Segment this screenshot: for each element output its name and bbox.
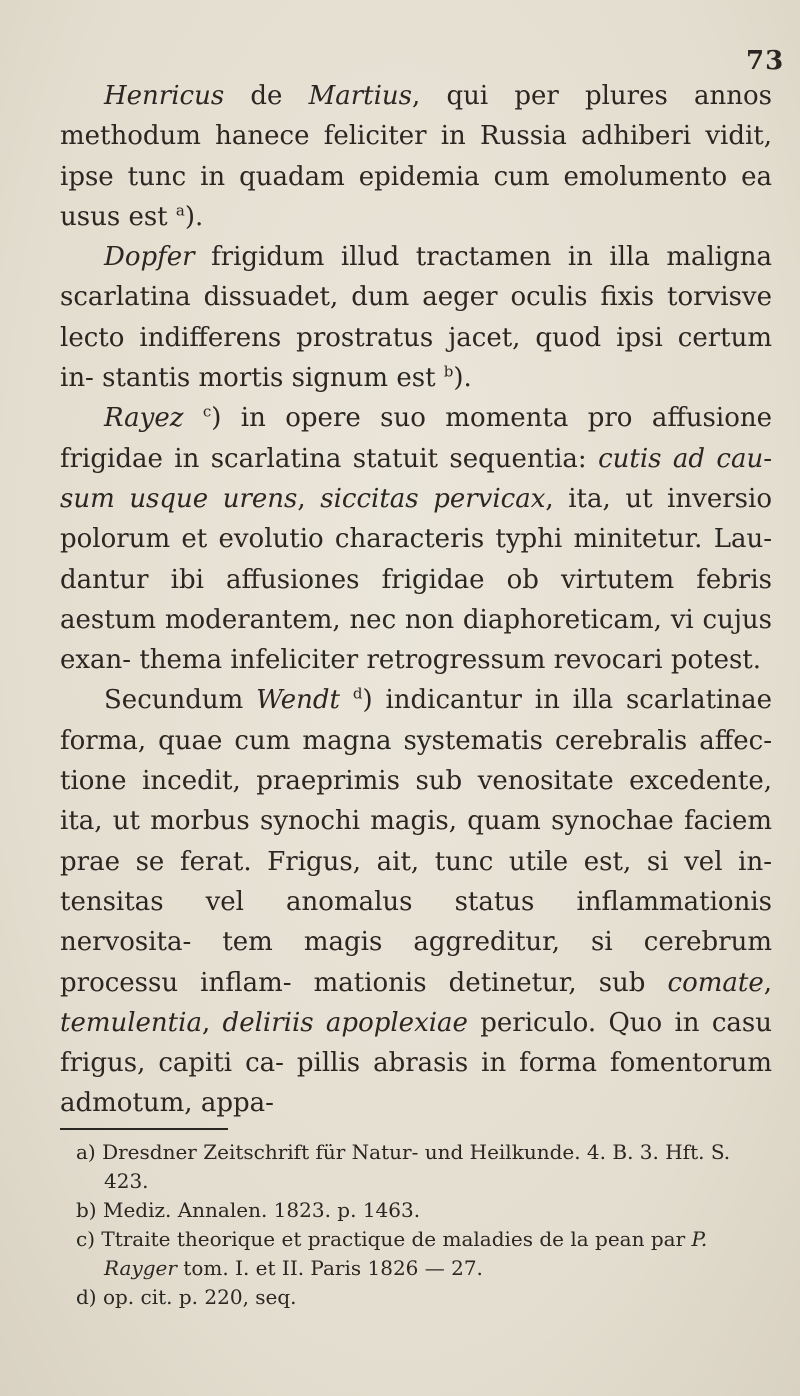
page-number: 73 xyxy=(746,46,785,76)
author-name: Dopfer xyxy=(104,242,195,273)
paragraph-3: Rayez $^c$) in opere suo momenta pro affusione frigidae in scarlatina statuit sequentia: cutis ad cau- sum usque urens, siccitas pervicax, ita, ut inversio polorum et evolutio characteris typhi minitetur. Lau- dantur ibi affusiones frigidae ob virtutem febris aestum moderantem, nec non diaphoreticam, vi cujus exan- thema infeliciter retrogressum revocari potest. xyxy=(60,402,773,676)
footnote-ref: a xyxy=(175,201,185,220)
author-name: Rayez xyxy=(104,403,184,434)
footnote-a: a) Dresdner Zeitschrift für Natur- und Heilkunde. 4. B. 3. Hft. S. 423. xyxy=(76,1140,731,1193)
footnote-ref: c xyxy=(202,402,212,421)
footnote-ref: b xyxy=(443,362,454,381)
footnote-b: b) Mediz. Annalen. 1823. p. 1463. xyxy=(76,1198,421,1222)
emphasis: deliriis apoplexiae xyxy=(222,1007,468,1038)
author-name: Henricus xyxy=(104,81,225,111)
paragraph-2: Dopfer frigidum illud tractamen in illa maligna scarlatina dissuadet, dum aeger oculis fixis torvisve lecto indifferens prostratus jacet, quod ipsi certum in- stantis mortis signum est $^b$). xyxy=(60,242,772,394)
footnotes xyxy=(76,1138,776,1312)
emphasis: siccitas pervicax xyxy=(320,483,546,514)
body-text xyxy=(60,76,772,1124)
paragraph-1: Henricus de Martius, qui per plures annos methodum hanece feliciter in Russia adhiberi vidit, ipse tunc in quadam epidemia cum emolumento ea usus est $^a$). xyxy=(60,81,772,232)
emphasis: cutis ad cau- sum usque urens xyxy=(60,443,772,514)
emphasis: comate xyxy=(667,967,764,998)
author-name: P. Rayger xyxy=(104,1227,708,1280)
footnote-ref: d xyxy=(352,684,363,703)
footnote-d: d) op. cit. p. 220, seq. xyxy=(76,1285,297,1309)
footnote-c: c) Ttraite theorique et practique de maladies de la pean par P. Rayger tom. I. et II. Paris 1826 — 27. xyxy=(76,1227,708,1280)
paragraph-4: Secundum Wendt $^d$) indicantur in illa scarlatinae forma, quae cum magna systematis cerebralis affec- tione incedit, praeprimis sub venositate excedente, ita, ut morbus synochi magis, quam synochae faciem prae se ferat. Frigus, ait, tunc utile est, si vel in- tensitas vel anomalus status inflammationis nervosita- tem magis aggreditur, si cerebrum processu inflam- mationis detinetur, sub comate, temulentia, deliriis apoplexiae periculo. Quo in casu frigus, capiti ca- pillis abrasis in forma fomentorum admotum, appa- xyxy=(60,684,773,1119)
author-name: Martius xyxy=(308,81,412,111)
author-name: Wendt xyxy=(256,685,340,716)
emphasis: temulentia xyxy=(60,1007,202,1038)
footnote-divider xyxy=(60,1128,228,1130)
